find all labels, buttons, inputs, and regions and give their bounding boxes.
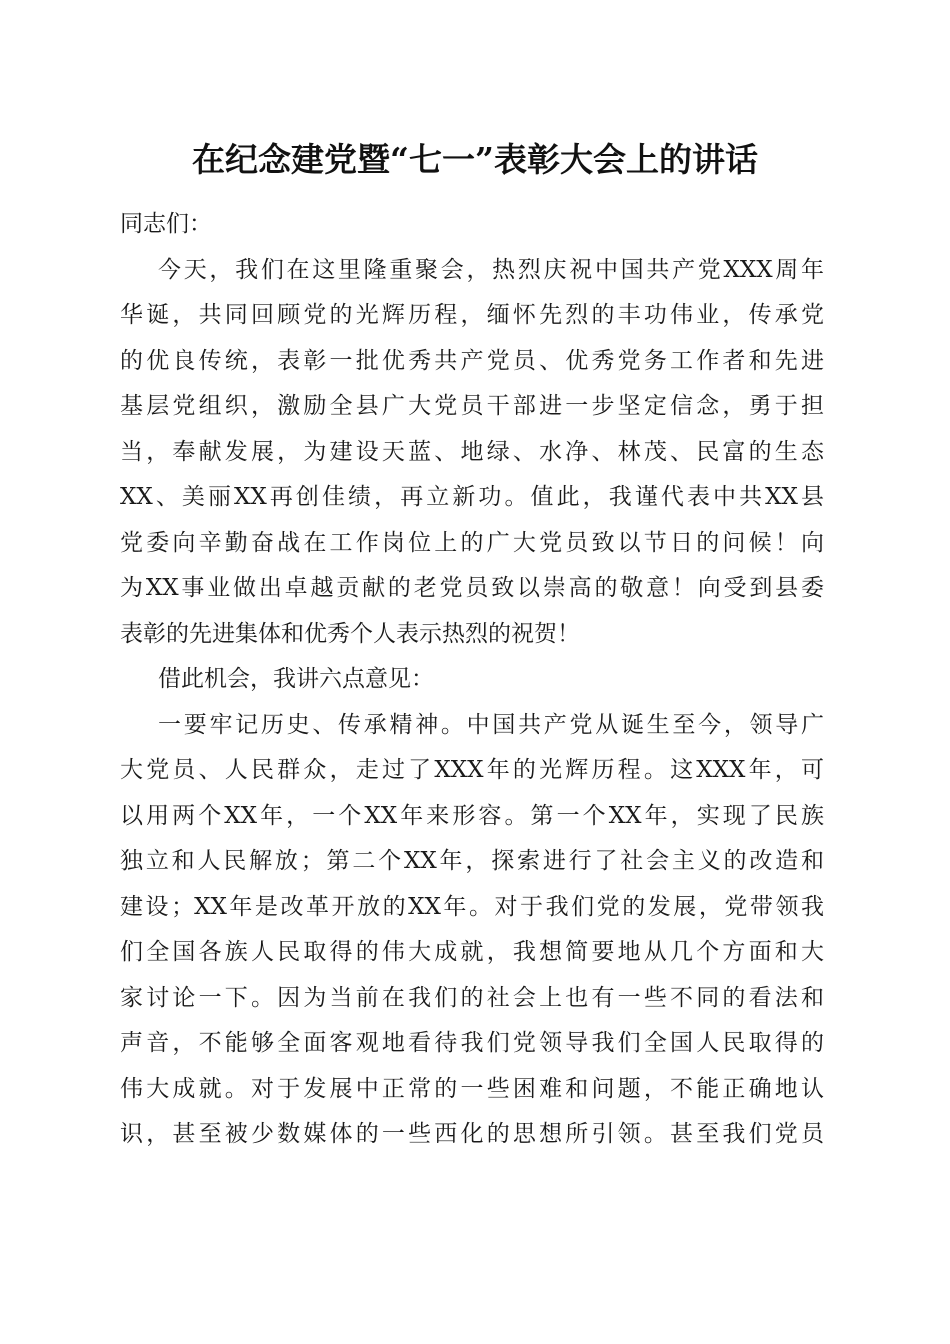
paragraph-line: 建设；XX年是改革开放的XX年。对于我们党的发展，党带领我 xyxy=(120,893,824,920)
paragraph-1 xyxy=(120,248,824,658)
paragraph-line: 借此机会，我讲六点意见： xyxy=(158,666,434,692)
paragraph-line: 为XX事业做出卓越贡献的老党员致以崇高的敬意！向受到县委 xyxy=(120,575,824,601)
document-body xyxy=(120,202,824,1158)
paragraph-line: 党委向辛勤奋战在工作岗位上的广大党员致以节日的问候！向 xyxy=(120,529,824,556)
paragraph-line: 家讨论一下。因为当前在我们的社会上也有一些不同的看法和 xyxy=(120,984,824,1011)
paragraph-line: 今天，我们在这里隆重聚会，热烈庆祝中国共产党XXX周年 xyxy=(158,256,824,283)
paragraph-3 xyxy=(120,703,824,1158)
paragraph-line: 独立和人民解放；第二个XX年，探索进行了社会主义的改造和 xyxy=(120,848,824,874)
paragraph-line: 声音，不能够全面客观地看待我们党领导我们全国人民取得的 xyxy=(120,1030,824,1056)
page-title: 在纪念建党暨“七一”表彰大会上的讲话 xyxy=(192,140,758,179)
paragraph-line: 以用两个XX年，一个XX年来形容。第一个XX年，实现了民族 xyxy=(120,802,824,829)
paragraph-line: 大党员、人民群众，走过了XXX年的光辉历程。这XXX年，可 xyxy=(120,757,824,783)
paragraph-line: 表彰的先进集体和优秀个人表示热烈的祝贺！ xyxy=(120,620,580,647)
paragraph-line: XX、美丽XX再创佳绩，再立新功。值此，我谨代表中共XX县 xyxy=(120,484,824,510)
paragraph-line: 当，奉献发展，为建设天蓝、地绿、水净、林茂、民富的生态 xyxy=(120,438,824,465)
paragraph-line: 华诞，共同回顾党的光辉历程，缅怀先烈的丰功伟业，传承党 xyxy=(120,302,824,328)
paragraph-line: 的优良传统，表彰一批优秀共产党员、优秀党务工作者和先进 xyxy=(120,347,824,374)
paragraph-line: 识，甚至被少数媒体的一些西化的思想所引领。甚至我们党员 xyxy=(120,1121,824,1147)
paragraph-line: 们全国各族人民取得的伟大成就，我想简要地从几个方面和大 xyxy=(120,939,824,965)
salutation: 同志们： xyxy=(120,211,212,237)
paragraph-line: 一要牢记历史、传承精神。中国共产党从诞生至今，领导广 xyxy=(158,711,824,738)
paragraph-line: 基层党组织，激励全县广大党员干部进一步坚定信念，勇于担 xyxy=(120,393,824,419)
paragraph-2 xyxy=(120,657,824,703)
paragraph-line: 伟大成就。对于发展中正常的一些困难和问题，不能正确地认 xyxy=(120,1075,824,1102)
